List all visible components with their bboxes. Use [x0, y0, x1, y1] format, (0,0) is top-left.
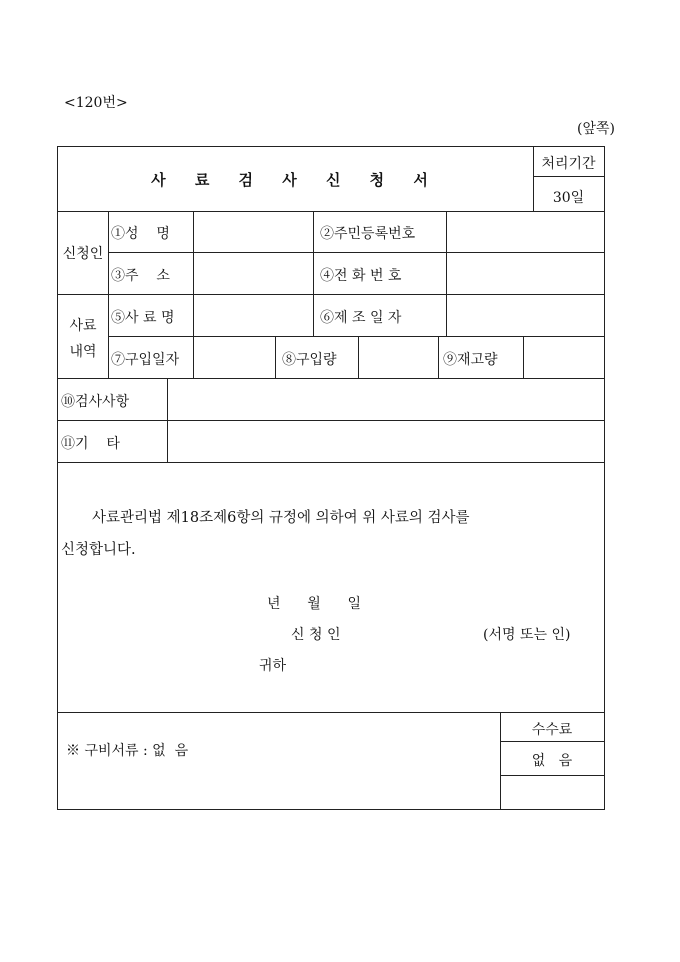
feed-name-label: ⑤사 료 명: [111, 310, 175, 326]
request-statement-end: 신청합니다.: [61, 542, 136, 558]
divider: [500, 741, 604, 742]
processing-period-value: 30일: [552, 190, 585, 206]
divider: [108, 252, 604, 253]
divider: [58, 378, 604, 379]
form-number: <120번>: [64, 95, 128, 111]
addressee-label: 귀하: [259, 658, 287, 674]
divider: [58, 462, 604, 463]
required-documents: ※ 구비서류 : 없 음: [66, 743, 189, 759]
purchase-date-label: ⑦구입일자: [111, 352, 180, 368]
divider: [523, 336, 524, 378]
divider: [193, 211, 194, 378]
name-label: ①성 명: [111, 226, 170, 242]
purchase-quantity-label: ⑧구입량: [282, 352, 337, 368]
applicant-section-label: 신청인: [62, 246, 104, 262]
stock-quantity-label: ⑨재고량: [443, 352, 498, 368]
fee-label: 수수료: [531, 722, 573, 738]
processing-period-label: 처리기간: [541, 156, 596, 172]
divider: [533, 176, 604, 177]
inspection-items-label: ⑩검사사항: [61, 394, 130, 410]
other-label: ⑪기 타: [61, 436, 120, 452]
divider: [58, 294, 604, 295]
page-side-label: (앞쪽): [577, 121, 615, 137]
divider: [58, 420, 604, 421]
fee-value: 없 음: [531, 753, 573, 769]
divider: [438, 336, 439, 378]
divider: [58, 712, 604, 713]
request-statement: 사료관리법 제18조제6항의 규정에 의하여 위 사료의 검사를: [92, 510, 470, 526]
form-title: 사 료 검 사 신 청 서: [151, 171, 440, 189]
applicant-signature-label: 신 청 인: [291, 627, 341, 643]
phone-label: ④전 화 번 호: [320, 268, 402, 284]
address-label: ③주 소: [111, 268, 170, 284]
feed-section-label-2: 내역: [69, 344, 97, 360]
resident-number-label: ②주민등록번호: [320, 226, 416, 242]
divider: [313, 211, 314, 336]
application-form: [57, 146, 605, 810]
divider: [275, 336, 276, 378]
divider: [358, 336, 359, 378]
divider: [58, 211, 604, 212]
divider: [108, 336, 604, 337]
date-line: 년 월 일: [267, 596, 361, 612]
divider: [500, 775, 604, 776]
signature-note: (서명 또는 인): [483, 627, 571, 643]
divider: [108, 211, 109, 378]
divider: [167, 378, 168, 462]
divider: [446, 211, 447, 336]
feed-section-label-1: 사료: [69, 318, 97, 334]
manufacture-date-label: ⑥제 조 일 자: [320, 310, 402, 326]
